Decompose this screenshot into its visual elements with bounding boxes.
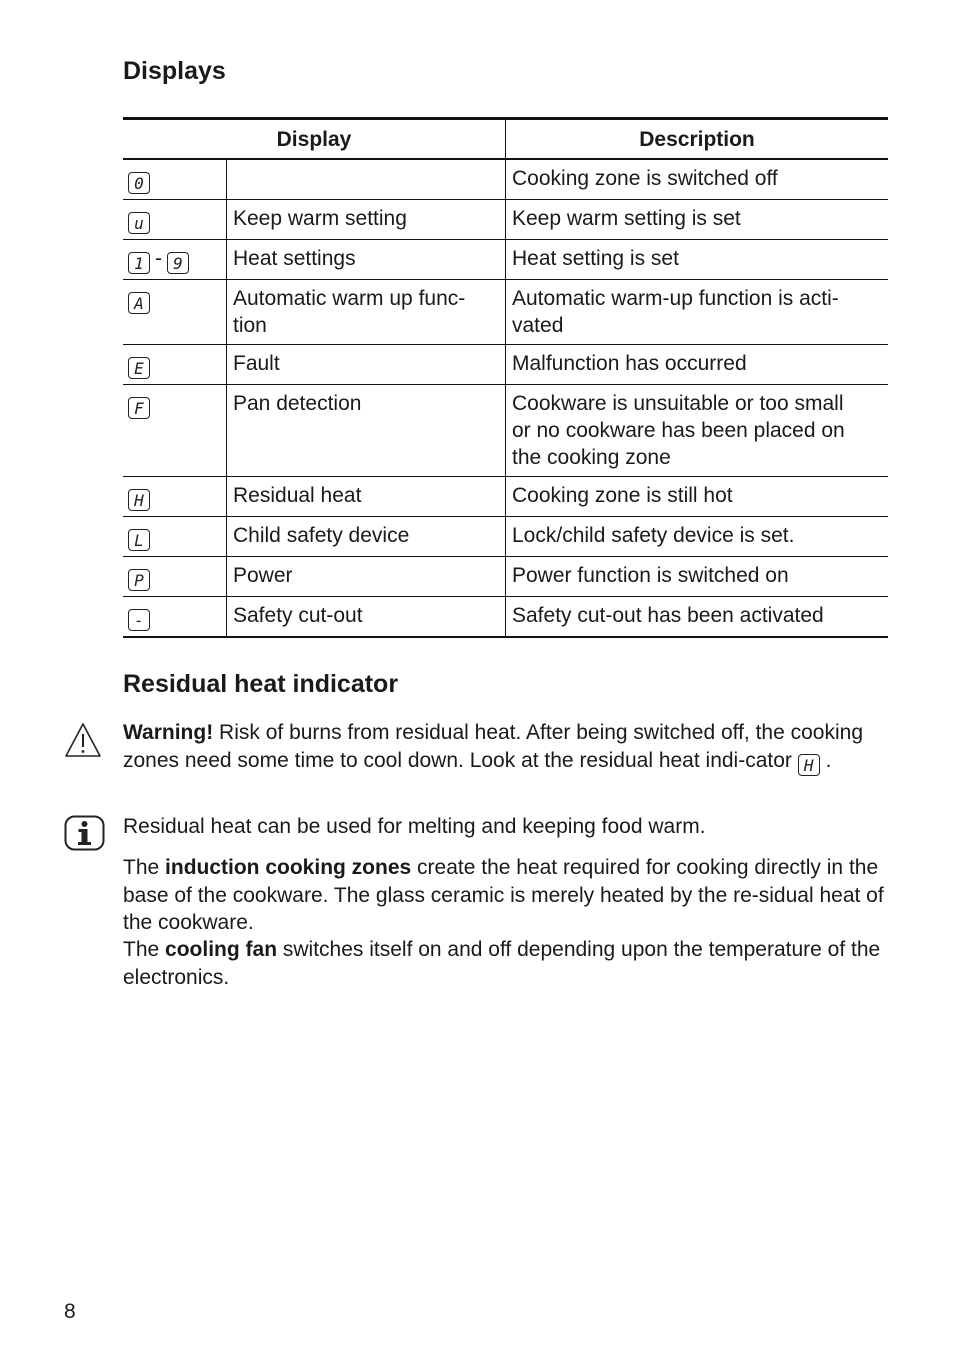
display-name-cell: Keep warm setting [227,200,506,240]
table-row [123,385,888,477]
description-cell: Automatic warm-up function is acti- vated [506,280,889,345]
display-symbol: - [128,609,150,631]
header-display: Display [123,119,506,160]
display-symbol: 0 [128,172,150,194]
display-name-cell: Heat settings [227,240,506,280]
header-description: Description [506,119,889,160]
fan-pre: The [123,938,166,961]
display-symbol-cell [123,477,227,517]
induction-post: create the heat required for cooking directly in the base of the cookware. The glass ceramic is merely heated by the re-sidual heat of the cookware. [123,856,884,934]
display-symbol-cell [123,200,227,240]
warning-paragraph [123,719,893,776]
warning-label: Warning! [123,721,214,744]
info-paragraph: Residual heat can be used for melting and keeping food warm. [123,815,706,838]
display-name-cell: Fault [227,345,506,385]
table-row [123,557,888,597]
display-symbol-cell [123,557,227,597]
table-row [123,345,888,385]
cooling-fan-paragraph [123,936,893,991]
table-row [123,597,888,638]
warning-text: Risk of burns from residual heat. After being switched off, the cooking zones need some time to cool down. Look at the residual heat indi-cator [123,721,864,772]
table-row [123,517,888,557]
display-symbol: u [128,212,150,234]
description-cell: Cooking zone is switched off [506,159,889,200]
display-name-cell: Residual heat [227,477,506,517]
residual-heat-display-symbol: H [798,754,820,776]
induction-bold: induction cooking zones [165,856,412,879]
warning-triangle-icon [64,722,102,758]
description-cell: Keep warm setting is set [506,200,889,240]
display-name-cell: Safety cut-out [227,597,506,638]
display-symbol-cell [123,597,227,638]
table-row [123,159,888,200]
table-body [123,159,888,637]
display-symbol-cell [123,240,227,280]
display-symbol: L [128,529,150,551]
display-name-cell: Child safety device [227,517,506,557]
description-cell: Power function is switched on [506,557,889,597]
table-row [123,477,888,517]
display-symbol-cell [123,385,227,477]
induction-paragraph [123,854,893,937]
display-name-cell [227,159,506,200]
table-row [123,280,888,345]
description-cell: Cookware is unsuitable or too small or no cookware has been placed on the cooking zone [506,385,889,477]
display-name-cell: Automatic warm up func- tion [227,280,506,345]
display-symbol-cell [123,159,227,200]
display-name-cell: Power [227,557,506,597]
description-cell: Malfunction has occurred [506,345,889,385]
table-row [123,200,888,240]
description-cell: Heat setting is set [506,240,889,280]
section-title-displays: Displays [123,57,226,85]
display-symbol: H [128,489,150,511]
page-number: 8 [64,1300,76,1323]
displays-table [123,117,888,638]
description-cell: Safety cut-out has been activated [506,597,889,638]
induction-pre: The [123,856,166,879]
range-separator: - [155,247,162,270]
display-symbol: 9 [167,252,189,274]
table-header-row [123,119,888,160]
description-cell: Cooking zone is still hot [506,477,889,517]
display-symbol: P [128,569,150,591]
display-symbol: E [128,357,150,379]
fan-bold: cooling fan [165,938,278,961]
fan-post: switches itself on and off depending upon the temperature of the electronics. [123,938,881,989]
display-symbol: A [128,292,150,314]
section-title-residual-heat: Residual heat indicator [123,670,399,698]
display-symbol-cell [123,345,227,385]
description-cell: Lock/child safety device is set. [506,517,889,557]
warning-end: . [819,748,832,772]
table-row [123,240,888,280]
info-icon [64,815,105,851]
display-symbol-cell [123,280,227,345]
display-symbol-cell [123,517,227,557]
display-name-cell: Pan detection [227,385,506,477]
display-symbol: 1 [128,252,150,274]
display-symbol: F [128,397,150,419]
